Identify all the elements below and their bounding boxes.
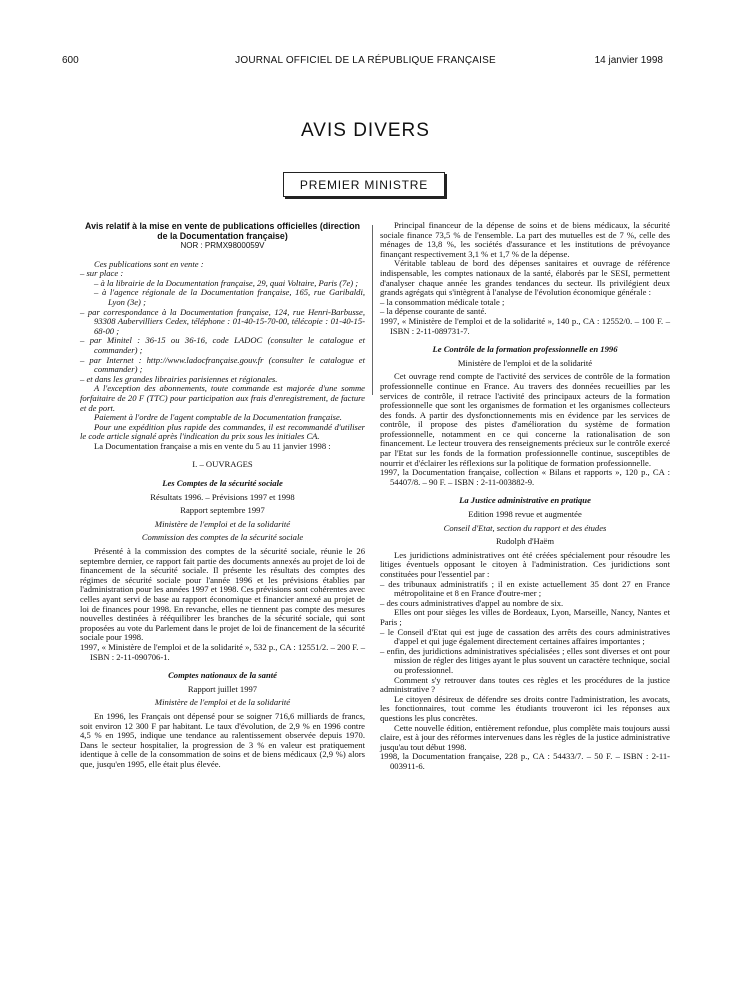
book-author: Rudolph d'Haëm bbox=[495, 536, 555, 547]
paragraph: Les juridictions administratives ont été créées spécialement pour résoudre les litiges éventuels opposant le citoyen à l'administration. Ces juridictions sont constituées pour l'essentiel par : bbox=[380, 549, 670, 579]
nor-reference: NOR : PRMX9800059V bbox=[180, 241, 265, 250]
book-subtitle: Rapport juillet 1997 bbox=[187, 683, 258, 694]
book-title: Le Contrôle de la formation professionnelle en 1996 bbox=[432, 344, 618, 355]
book-subtitle: Rapport septembre 1997 bbox=[180, 505, 265, 516]
list-item: – par Minitel : 36-15 ou 36-16, code LADOC (consulter le catalogue et commander) ; bbox=[80, 335, 365, 355]
journal-title: JOURNAL OFFICIEL DE LA RÉPUBLIQUE FRANÇAISE bbox=[235, 55, 496, 66]
book-subtitle: Edition 1998 revue et augmentée bbox=[468, 509, 582, 520]
book-publisher: Ministère de l'emploi et de la solidarité bbox=[457, 357, 593, 368]
paragraph: Présenté à la commission des comptes de la sécurité sociale, réunie le 26 septembre dernier, ce rapport fait partie des documents annexés au projet de loi de financement de la sécurité sociale. Il présente les résultats des comptes des régimes de sécurité sociale pour l'année 1996 et les prévisions établies par l'administration pour les années 1997 et 1998. Ces prévisions sont cohérentes avec celles ayant servi de base au rapport économique et financier annexé au projet de loi de finances pour 1998. En revanche, elles ne tiennent pas compte des mesures nouvelles destinées à rééquilibrer les branches de la sécurité sociale, qui sont proposées au vote du Parlement dans le projet de loi de financement de la sécurité sociale pour 1998. bbox=[80, 546, 365, 643]
list-item: – par Internet : http://www.ladocfrançaise.gouv.fr (consulter le catalogue et commander) ; bbox=[80, 354, 365, 375]
book-publisher: Conseil d'Etat, section du rapport et des études bbox=[443, 522, 607, 533]
section-ouvrages: I. – OUVRAGES bbox=[192, 459, 253, 470]
book-title: Comptes nationaux de la santé bbox=[168, 670, 277, 681]
book-reference: 1997, la Documentation française, collection « Bilans et rapports », 120 p., CA : 54407/8. – 90 F. – ISBN : 2-11-003882-9. bbox=[380, 467, 670, 487]
paragraph: Cet ouvrage rend compte de l'activité des services de contrôle de la formation professionnelle continue en France. Au travers des données recueillies par les services de contrôle, il retrace l'activité des principaux acteurs de la formation professionnelle que sont les organismes de formation et les organismes collecteurs des fonds. A partir des dysfonctionnements mis en évidence par les services de contrôle, il propose des pistes d'amélioration du système de formation professionnelle, notamment en ce qui concerne la rationalisation de son financement. Le lecteur trouvera des renseignements précieux sur le contrôle exercé par l'Etat sur les fonds de la formation professionnelle continue, susceptibles de nourrir et d'éclairer les réflexions sur la politique de formation professionnelle. bbox=[380, 371, 670, 468]
book-title: La Justice administrative en pratique bbox=[459, 495, 591, 506]
paragraph: Comment s'y retrouver dans toutes ces règles et les procédures de la justice administrative ? bbox=[380, 674, 670, 695]
book-reference: 1997, « Ministère de l'emploi et de la solidarité », 532 p., CA : 12551/2. – 200 F. – ISBN : 2-11-090706-1. bbox=[80, 641, 365, 662]
paragraph: La Documentation française a mis en vente du 5 au 11 janvier 1998 : bbox=[94, 440, 331, 451]
page-number: 600 bbox=[62, 55, 79, 66]
intro-text: Ces publications sont en vente : bbox=[94, 258, 204, 269]
section-heading: PREMIER MINISTRE bbox=[299, 177, 429, 192]
paragraph: Le citoyen désireux de défendre ses droits contre l'administration, les avocats, les fonctionnaires, tout comme les étudiants trouveront ici les réponses aux questions les plus concrètes. bbox=[380, 693, 670, 723]
list-item: – le Conseil d'Etat qui est juge de cassation des arrêts des cours administratives d'appel et qui juge également directement certaines affaires importantes ; bbox=[380, 626, 670, 647]
book-reference: 1997, « Ministère de l'emploi et de la solidarité », 140 p., CA : 12552/0. – 100 F. – ISBN : 2-11-089731-7. bbox=[380, 315, 670, 336]
list-item: – la dépense courante de santé. bbox=[380, 306, 487, 317]
paragraph: A l'exception des abonnements, toute commande est majorée d'une somme forfaitaire de 20 F (TTC) pour participation aux frais d'enregistrement, de facture et de port. bbox=[80, 383, 365, 413]
book-publisher: Ministère de l'emploi et de la solidarité bbox=[154, 518, 291, 529]
right-column bbox=[380, 221, 670, 771]
book-publisher: Commission des comptes de la sécurité sociale bbox=[141, 532, 304, 543]
column-divider bbox=[372, 225, 373, 395]
avis-title: Avis relatif à la mise en vente de publications officielles (direction de la Documentation française) bbox=[85, 221, 360, 241]
list-item: – à la librairie de la Documentation française, 29, quai Voltaire, Paris (7e) ; bbox=[94, 277, 359, 288]
paragraph: Pour une expédition plus rapide des commandes, il est recommandé d'utiliser le code article signalé après l'indication du prix sous les initiales CA. bbox=[80, 421, 365, 442]
list-item: – et dans les grandes librairies parisiennes et régionales. bbox=[80, 373, 278, 384]
paragraph: Principal financeur de la dépense de soins et de biens médicaux, la sécurité sociale finance 73,5 % de l'ensemble. La part des mutuelles est de 7 %, celle des ménages de 13,8 %, les sociétés d'assurance et les institutions de prévoyance finançant respectivement 3,1 % et 1,7 % de la dépense. bbox=[380, 220, 670, 259]
book-reference: 1998, la Documentation française, 228 p., CA : 54433/7. – 50 F. – ISBN : 2-11-003911-6. bbox=[380, 751, 670, 771]
list-item: – la consommation médicale totale ; bbox=[380, 296, 505, 307]
list-item: – des cours administratives d'appel au nombre de six. bbox=[380, 597, 564, 608]
list-item: – par correspondance à la Documentation française, 124, rue Henri-Barbusse, 93308 Aubervilliers Cedex, téléphone : 01-40-15-70-00, télécopie : 01-40-15-68-00 ; bbox=[80, 306, 365, 336]
paragraph: En 1996, les Français ont dépensé pour se soigner 716,6 milliards de francs, soit environ 12 300 F par habitant. Le taux d'évolution, de 2,9 % en 1996 contre 4,5 % en 1995, indique une tendance au ralentissement observée depuis 1970. Dans le secteur hospitalier, la progression de 3 % en valeur est pratiquement identique à celle de la consommation de soins et de biens médicaux (2,9 %) alors que, jusqu'en 1995, elle était plus élevée. bbox=[80, 710, 365, 769]
left-column bbox=[80, 221, 365, 770]
issue-date: 14 janvier 1998 bbox=[594, 55, 663, 66]
book-publisher: Ministère de l'emploi et de la solidarité bbox=[154, 697, 291, 708]
list-item: – enfin, des juridictions administratives spécialisées ; elles sont diverses et ont pour mission de régler des litiges ayant le plus souvent un caractère technique, social ou professionnel. bbox=[380, 645, 670, 675]
paragraph: Elles ont pour sièges les villes de Bordeaux, Lyon, Marseille, Nancy, Nantes et Paris ; bbox=[380, 607, 670, 627]
paragraph: Véritable tableau de bord des dépenses sanitaires et ouvrage de référence indispensable, les comptes nationaux de la santé, élaborés par le SESI, permettent d'analyser chaque année les grandes tendances du secteur. Ils privilégient deux grands agrégats qui s'intègrent à l'analyse de l'évolution économique générale : bbox=[380, 258, 670, 298]
list-item: – à l'agence régionale de la Documentation française, 165, rue Garibaldi, Lyon (3e) ; bbox=[94, 287, 365, 307]
book-subtitle: Résultats 1996. – Prévisions 1997 et 1998 bbox=[150, 491, 295, 502]
paragraph: Cette nouvelle édition, entièrement refondue, plus complète mais toujours aussi claire, est à jour des réformes intervenues dans les règles de la justice administrative jusqu'au tout début 1998. bbox=[380, 722, 670, 752]
book-title: Les Comptes de la sécurité sociale bbox=[162, 478, 283, 489]
paragraph: Paiement à l'ordre de l'agent comptable de la Documentation française. bbox=[94, 412, 342, 423]
page-title: AVIS DIVERS bbox=[301, 120, 430, 141]
section-heading-box bbox=[283, 172, 445, 197]
list-item: – des tribunaux administratifs ; il en existe actuellement 35 dont 27 en France métropolitaine et 8 en France d'outre-mer ; bbox=[380, 578, 670, 599]
sur-place-label: – sur place : bbox=[80, 268, 124, 279]
